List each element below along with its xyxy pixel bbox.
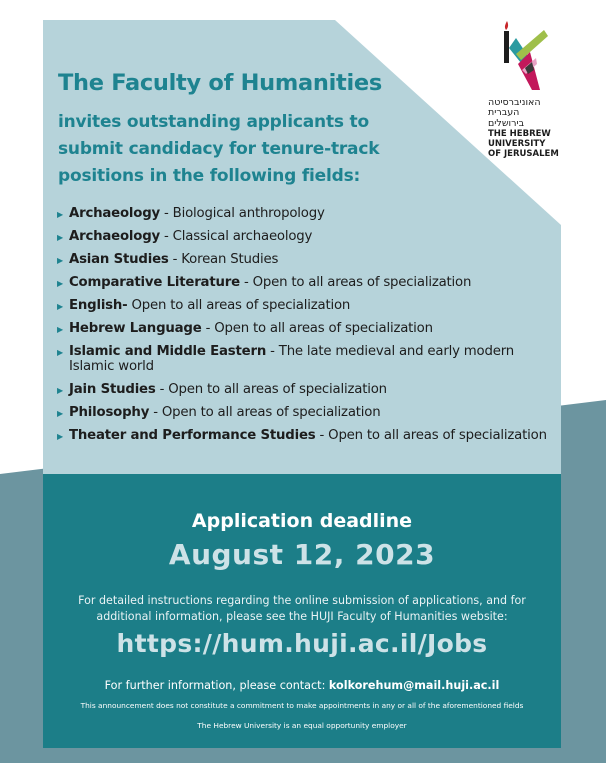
contact-line (43, 679, 561, 692)
field-name: Jain Studies (69, 382, 156, 398)
logo-hebrew-line: בירושלים (488, 117, 525, 129)
logo-hebrew-line: האוניברסיטה (488, 97, 541, 108)
field-name: Comparative Literature (69, 274, 240, 290)
field-item (56, 229, 556, 244)
field-item (56, 321, 556, 336)
field-name: Archaeology (69, 228, 161, 244)
field-separator: - (160, 228, 173, 244)
triangle-bullet-icon: ▶ (57, 301, 63, 311)
logo-english-line: UNIVERSITY (488, 139, 546, 150)
deadline-label: Application deadline (191, 510, 413, 532)
triangle-bullet-icon: ▶ (57, 347, 63, 357)
page-subtitle (58, 109, 478, 190)
field-name: Philosophy (69, 405, 150, 421)
field-separator: - (160, 206, 173, 221)
field-detail: Open to all areas of specialization (214, 320, 433, 336)
field-separator: - (266, 343, 279, 359)
page-title: The Faculty of Humanities (58, 70, 382, 96)
field-item (56, 206, 556, 221)
triangle-bullet-icon: ▶ (57, 232, 63, 242)
field-item (56, 252, 556, 267)
triangle-bullet-icon: ▶ (57, 432, 63, 442)
field-name: Theater and Performance Studies (69, 428, 316, 444)
subtitle-line: submit candidacy for tenure-track (58, 139, 380, 159)
field-name: Islamic and Middle Eastern (69, 343, 267, 359)
field-detail: Open to all areas of specialization (252, 274, 472, 290)
field-detail: Open to all areas of specialization (131, 297, 351, 313)
contact-email-link[interactable]: kolkorehum@mail.huji.ac.il (328, 679, 500, 692)
triangle-bullet-icon: ▶ (57, 255, 63, 265)
field-detail: Biological anthropology (172, 206, 325, 221)
subtitle-line: positions in the following fields: (58, 166, 361, 186)
field-separator: - (201, 320, 215, 336)
field-detail: Korean Studies (181, 251, 279, 267)
field-item (56, 275, 556, 290)
field-separator: - (239, 274, 253, 290)
equal-opportunity-text: The Hebrew University is an equal opportunity employer (197, 721, 407, 730)
logo-hebrew-line: העברית (488, 107, 520, 119)
field-name: Archaeology (69, 206, 161, 221)
field-detail: The late medieval and early modern Islamic world (69, 343, 514, 375)
field-detail: Open to all areas of specialization (161, 405, 381, 421)
triangle-bullet-icon: ▶ (57, 409, 63, 419)
deadline-date: August 12, 2023 (168, 538, 436, 571)
field-separator: - (149, 405, 162, 421)
website-link[interactable]: https://hum.huji.ac.il/Jobs (116, 629, 488, 658)
logo-english-line: THE HEBREW (488, 128, 551, 139)
field-item (56, 405, 556, 420)
field-separator: - (315, 428, 329, 444)
field-name: Hebrew Language (69, 320, 202, 336)
field-detail: Open to all areas of specialization (168, 382, 387, 398)
subtitle-line: invites outstanding applicants to (58, 112, 369, 132)
field-name: English- (69, 297, 128, 313)
triangle-bullet-icon: ▶ (57, 324, 63, 334)
field-item (56, 428, 556, 443)
disclaimer-text: This announcement does not constitute a commitment to make appointments in any or all of the aforementioned fields (80, 701, 524, 710)
field-name: Asian Studies (69, 251, 169, 267)
triangle-bullet-icon: ▶ (57, 278, 63, 288)
field-item (56, 382, 556, 397)
triangle-bullet-icon: ▶ (57, 386, 63, 396)
field-separator: - (168, 251, 182, 267)
field-item (56, 298, 556, 313)
field-separator: - (155, 382, 169, 398)
university-logo (488, 18, 583, 160)
instructions-text: For detailed instructions regarding the online submission of applications, and for additional information, please see the HUJI Faculty of Humanities website: (78, 594, 526, 623)
field-detail: Open to all areas of specialization (328, 428, 547, 444)
logo-mark-icon (488, 18, 558, 96)
logo-wordmark (488, 98, 583, 160)
contact-prefix: For further information, please contact: (104, 679, 329, 692)
logo-english-line: OF JERUSALEM (488, 149, 559, 160)
fields-list (56, 206, 556, 451)
triangle-bullet-icon: ▶ (57, 210, 63, 219)
field-item (56, 344, 556, 375)
field-detail: Classical archaeology (172, 228, 313, 244)
